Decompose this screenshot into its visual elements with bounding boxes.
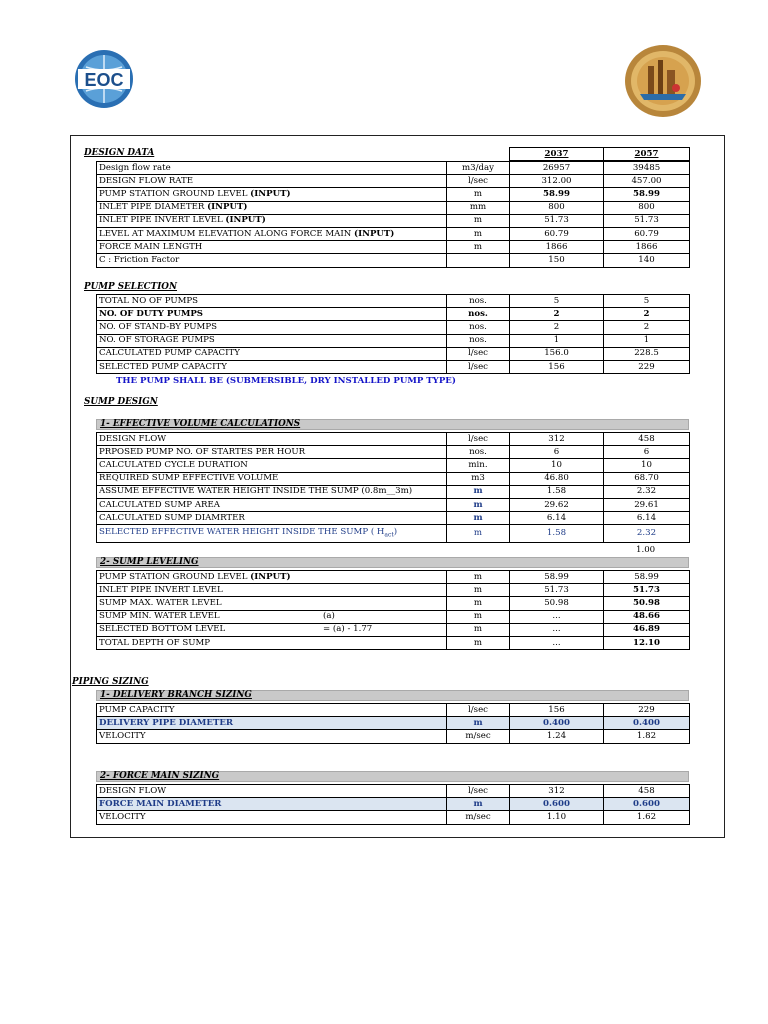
row-unit: l/sec bbox=[447, 175, 510, 188]
row-value-2037: 6 bbox=[510, 446, 604, 459]
input-tag: (INPUT) bbox=[250, 188, 291, 199]
row-label: SELECTED PUMP CAPACITY bbox=[97, 360, 447, 373]
table-row bbox=[97, 730, 690, 743]
row-unit: l/sec bbox=[447, 785, 510, 798]
input-tag: (INPUT) bbox=[354, 228, 395, 239]
table-row bbox=[97, 704, 690, 717]
table-row bbox=[97, 584, 690, 597]
row-value-2057: 2 bbox=[604, 308, 690, 321]
pump-type-note: THE PUMP SHALL BE (SUBMERSIBLE, DRY INSTALLED PUMP TYPE) bbox=[116, 376, 456, 386]
row-label: FORCE MAIN LENGTH bbox=[97, 241, 447, 254]
row-value-2057: 6 bbox=[604, 446, 690, 459]
row-unit: m bbox=[447, 610, 510, 623]
pump-selection-table bbox=[96, 294, 690, 374]
row-value-2037: 312 bbox=[510, 433, 604, 446]
row-unit bbox=[447, 254, 510, 267]
row-value-2037: ... bbox=[510, 623, 604, 636]
row-label: TOTAL NO OF PUMPS bbox=[97, 295, 447, 308]
row-value-2037: 1.58 bbox=[510, 485, 604, 498]
row-value-2057: 12.10 bbox=[604, 636, 690, 649]
row-value-2057: 51.73 bbox=[604, 584, 690, 597]
row-value-2037: 156 bbox=[510, 360, 604, 373]
force-main-title: 2- FORCE MAIN SIZING bbox=[100, 771, 220, 781]
table-row bbox=[97, 811, 690, 824]
row-value-2057: 1 bbox=[604, 334, 690, 347]
selected-height-2057: 2.32 bbox=[604, 525, 690, 543]
table-row bbox=[97, 597, 690, 610]
row-label: Design flow rate bbox=[97, 162, 447, 175]
sump-design-title: SUMP DESIGN bbox=[84, 397, 158, 407]
row-value-2057: 2.32 bbox=[604, 485, 690, 498]
row-value-2037: 0.400 bbox=[510, 717, 604, 730]
table-row bbox=[97, 798, 690, 811]
row-unit: nos. bbox=[447, 308, 510, 321]
table-row bbox=[97, 347, 690, 360]
table-row bbox=[97, 785, 690, 798]
row-unit: l/sec bbox=[447, 704, 510, 717]
row-value-2037: 1 bbox=[510, 334, 604, 347]
row-unit: m/sec bbox=[447, 730, 510, 743]
table-row bbox=[97, 162, 690, 175]
row-value-2057: 58.99 bbox=[604, 571, 690, 584]
row-label: FORCE MAIN DIAMETER bbox=[97, 798, 447, 811]
row-value-2037: 1.24 bbox=[510, 730, 604, 743]
row-label: PRPOSED PUMP NO. OF STARTES PER HOUR bbox=[97, 446, 447, 459]
row-value-2037: 6.14 bbox=[510, 512, 604, 525]
row-value-2037: 2 bbox=[510, 308, 604, 321]
row-label: ASSUME EFFECTIVE WATER HEIGHT INSIDE THE SUMP (0.8m__3m) bbox=[97, 485, 447, 498]
row-label: PUMP STATION GROUND LEVEL (INPUT) bbox=[97, 188, 447, 201]
row-value-2057: 1866 bbox=[604, 241, 690, 254]
eoc-logo-text: EOC bbox=[84, 70, 124, 90]
row-label: PUMP STATION GROUND LEVEL (INPUT) bbox=[97, 571, 447, 584]
row-label: INLET PIPE INVERT LEVEL bbox=[97, 584, 447, 597]
row-value-2037: 50.98 bbox=[510, 597, 604, 610]
table-row bbox=[97, 227, 690, 240]
table-row bbox=[97, 241, 690, 254]
table-row bbox=[97, 472, 690, 485]
sump-leveling-table bbox=[96, 570, 690, 650]
row-label: REQUIRED SUMP EFFECTIVE VOLUME bbox=[97, 472, 447, 485]
row-label: DESIGN FLOW bbox=[97, 433, 447, 446]
row-label: CALCULATED CYCLE DURATION bbox=[97, 459, 447, 472]
table-row bbox=[97, 446, 690, 459]
row-unit: m bbox=[447, 214, 510, 227]
piping-sizing-title: PIPING SIZING bbox=[72, 677, 149, 687]
delivery-title: 1- DELIVERY BRANCH SIZING bbox=[100, 690, 252, 700]
row-value-2037: 51.73 bbox=[510, 584, 604, 597]
formula-note: = (a) - 1.77 bbox=[323, 624, 373, 635]
row-label: NO. OF STAND-BY PUMPS bbox=[97, 321, 447, 334]
row-label: SELECTED BOTTOM LEVEL = (a) - 1.77 bbox=[97, 623, 447, 636]
row-value-2037: ... bbox=[510, 636, 604, 649]
table-row bbox=[97, 175, 690, 188]
row-label: PUMP CAPACITY bbox=[97, 704, 447, 717]
row-unit: m bbox=[447, 227, 510, 240]
table-row bbox=[97, 321, 690, 334]
extra-value: 1.00 bbox=[636, 545, 656, 555]
row-value-2057: 800 bbox=[604, 201, 690, 214]
row-value-2057: 140 bbox=[604, 254, 690, 267]
row-value-2057: 51.73 bbox=[604, 214, 690, 227]
row-label: CALCULATED SUMP DIAMRTER bbox=[97, 512, 447, 525]
row-value-2037: 5 bbox=[510, 295, 604, 308]
row-value-2037: 26957 bbox=[510, 162, 604, 175]
row-value-2037: 46.80 bbox=[510, 472, 604, 485]
row-value-2057: 60.79 bbox=[604, 227, 690, 240]
row-value-2057: 1.62 bbox=[604, 811, 690, 824]
row-value-2057: 228.5 bbox=[604, 347, 690, 360]
row-value-2057: 229 bbox=[604, 360, 690, 373]
row-value-2057: 0.600 bbox=[604, 798, 690, 811]
row-value-2057: 58.99 bbox=[604, 188, 690, 201]
table-row bbox=[97, 512, 690, 525]
row-value-2057: 29.61 bbox=[604, 498, 690, 511]
row-unit: min. bbox=[447, 459, 510, 472]
table-row bbox=[97, 433, 690, 446]
row-unit: nos. bbox=[447, 334, 510, 347]
row-unit: l/sec bbox=[447, 360, 510, 373]
row-unit: m bbox=[447, 636, 510, 649]
row-value-2057: 48.66 bbox=[604, 610, 690, 623]
row-value-2057: 46.89 bbox=[604, 623, 690, 636]
row-label: SUMP MAX. WATER LEVEL bbox=[97, 597, 447, 610]
row-value-2057: 1.82 bbox=[604, 730, 690, 743]
seal-logo bbox=[624, 44, 702, 118]
row-label: VELOCITY bbox=[97, 730, 447, 743]
table-row bbox=[97, 459, 690, 472]
row-unit: m bbox=[447, 485, 510, 498]
row-value-2037: 312 bbox=[510, 785, 604, 798]
table-row bbox=[97, 717, 690, 730]
table-row bbox=[97, 636, 690, 649]
row-value-2057: 10 bbox=[604, 459, 690, 472]
row-value-2037: 58.99 bbox=[510, 188, 604, 201]
table-row bbox=[97, 188, 690, 201]
table-row bbox=[97, 571, 690, 584]
row-label: CALCULATED PUMP CAPACITY bbox=[97, 347, 447, 360]
row-value-2057: 458 bbox=[604, 433, 690, 446]
row-unit: m bbox=[447, 241, 510, 254]
row-unit: mm bbox=[447, 201, 510, 214]
row-label: VELOCITY bbox=[97, 811, 447, 824]
input-tag: (INPUT) bbox=[207, 202, 248, 213]
row-label: C : Friction Factor bbox=[97, 254, 447, 267]
year-2037: 2037 bbox=[510, 148, 604, 161]
pump-selection-title: PUMP SELECTION bbox=[84, 282, 178, 292]
row-value-2037: 156 bbox=[510, 704, 604, 717]
row-label: LEVEL AT MAXIMUM ELEVATION ALONG FORCE MAIN (INPUT) bbox=[97, 227, 447, 240]
design-data-table bbox=[96, 161, 690, 268]
table-row bbox=[97, 485, 690, 498]
row-unit: m bbox=[447, 597, 510, 610]
row-label: SUMP MIN. WATER LEVEL (a) bbox=[97, 610, 447, 623]
row-label: DESIGN FLOW bbox=[97, 785, 447, 798]
effective-volume-table bbox=[96, 432, 690, 543]
table-row bbox=[97, 201, 690, 214]
row-value-2057: 457.00 bbox=[604, 175, 690, 188]
row-unit: m bbox=[447, 623, 510, 636]
row-value-2057: 2 bbox=[604, 321, 690, 334]
table-row bbox=[97, 360, 690, 373]
table-row bbox=[97, 254, 690, 267]
row-unit: m3 bbox=[447, 472, 510, 485]
row-value-2057: 39485 bbox=[604, 162, 690, 175]
row-label: NO. OF DUTY PUMPS bbox=[97, 308, 447, 321]
row-value-2057: 50.98 bbox=[604, 597, 690, 610]
row-value-2037: ... bbox=[510, 610, 604, 623]
row-value-2037: 150 bbox=[510, 254, 604, 267]
row-value-2057: 68.70 bbox=[604, 472, 690, 485]
row-label: INLET PIPE DIAMETER (INPUT) bbox=[97, 201, 447, 214]
selected-height-2037: 1.58 bbox=[510, 525, 604, 543]
row-value-2037: 60.79 bbox=[510, 227, 604, 240]
row-unit: m bbox=[447, 584, 510, 597]
row-unit: nos. bbox=[447, 446, 510, 459]
row-value-2057: 5 bbox=[604, 295, 690, 308]
row-value-2057: 229 bbox=[604, 704, 690, 717]
row-value-2057: 458 bbox=[604, 785, 690, 798]
table-row bbox=[97, 334, 690, 347]
row-unit: m/sec bbox=[447, 811, 510, 824]
row-value-2037: 29.62 bbox=[510, 498, 604, 511]
formula-note: (a) bbox=[323, 611, 335, 622]
table-row bbox=[97, 498, 690, 511]
row-value-2037: 2 bbox=[510, 321, 604, 334]
row-value-2037: 1866 bbox=[510, 241, 604, 254]
selected-height-unit: m bbox=[447, 525, 510, 543]
row-unit: m bbox=[447, 498, 510, 511]
row-unit: l/sec bbox=[447, 433, 510, 446]
row-label: DESIGN FLOW RATE bbox=[97, 175, 447, 188]
row-value-2037: 1.10 bbox=[510, 811, 604, 824]
row-value-2057: 0.400 bbox=[604, 717, 690, 730]
table-row bbox=[97, 308, 690, 321]
row-value-2037: 58.99 bbox=[510, 571, 604, 584]
row-value-2037: 51.73 bbox=[510, 214, 604, 227]
row-label: DELIVERY PIPE DIAMETER bbox=[97, 717, 447, 730]
table-row bbox=[97, 214, 690, 227]
row-unit: nos. bbox=[447, 295, 510, 308]
row-unit: m bbox=[447, 512, 510, 525]
row-label: CALCULATED SUMP AREA bbox=[97, 498, 447, 511]
table-row bbox=[97, 295, 690, 308]
selected-height-label: SELECTED EFFECTIVE WATER HEIGHT INSIDE THE SUMP ( $H_{act}$) bbox=[97, 525, 447, 543]
row-unit: m3/day bbox=[447, 162, 510, 175]
table-row bbox=[97, 623, 690, 636]
row-value-2057: 6.14 bbox=[604, 512, 690, 525]
row-value-2037: 800 bbox=[510, 201, 604, 214]
row-value-2037: 312.00 bbox=[510, 175, 604, 188]
row-unit: l/sec bbox=[447, 347, 510, 360]
table-row bbox=[97, 610, 690, 623]
row-unit: m bbox=[447, 188, 510, 201]
row-value-2037: 0.600 bbox=[510, 798, 604, 811]
row-label: TOTAL DEPTH OF SUMP bbox=[97, 636, 447, 649]
design-data-title: DESIGN DATA bbox=[84, 148, 155, 158]
effective-volume-title: 1- EFFECTIVE VOLUME CALCULATIONS bbox=[100, 419, 301, 429]
row-value-2037: 10 bbox=[510, 459, 604, 472]
row-value-2037: 156.0 bbox=[510, 347, 604, 360]
delivery-table bbox=[96, 703, 690, 744]
input-tag: (INPUT) bbox=[250, 571, 291, 582]
row-unit: m bbox=[447, 571, 510, 584]
input-tag: (INPUT) bbox=[225, 215, 266, 226]
row-unit: m bbox=[447, 717, 510, 730]
year-header bbox=[509, 147, 690, 161]
row-label: INLET PIPE INVERT LEVEL (INPUT) bbox=[97, 214, 447, 227]
sump-leveling-title: 2- SUMP LEVELING bbox=[100, 557, 199, 567]
year-2057: 2057 bbox=[604, 148, 690, 161]
row-label: NO. OF STORAGE PUMPS bbox=[97, 334, 447, 347]
eoc-logo bbox=[74, 49, 134, 109]
row-unit: nos. bbox=[447, 321, 510, 334]
row-unit: m bbox=[447, 798, 510, 811]
force-main-table bbox=[96, 784, 690, 825]
